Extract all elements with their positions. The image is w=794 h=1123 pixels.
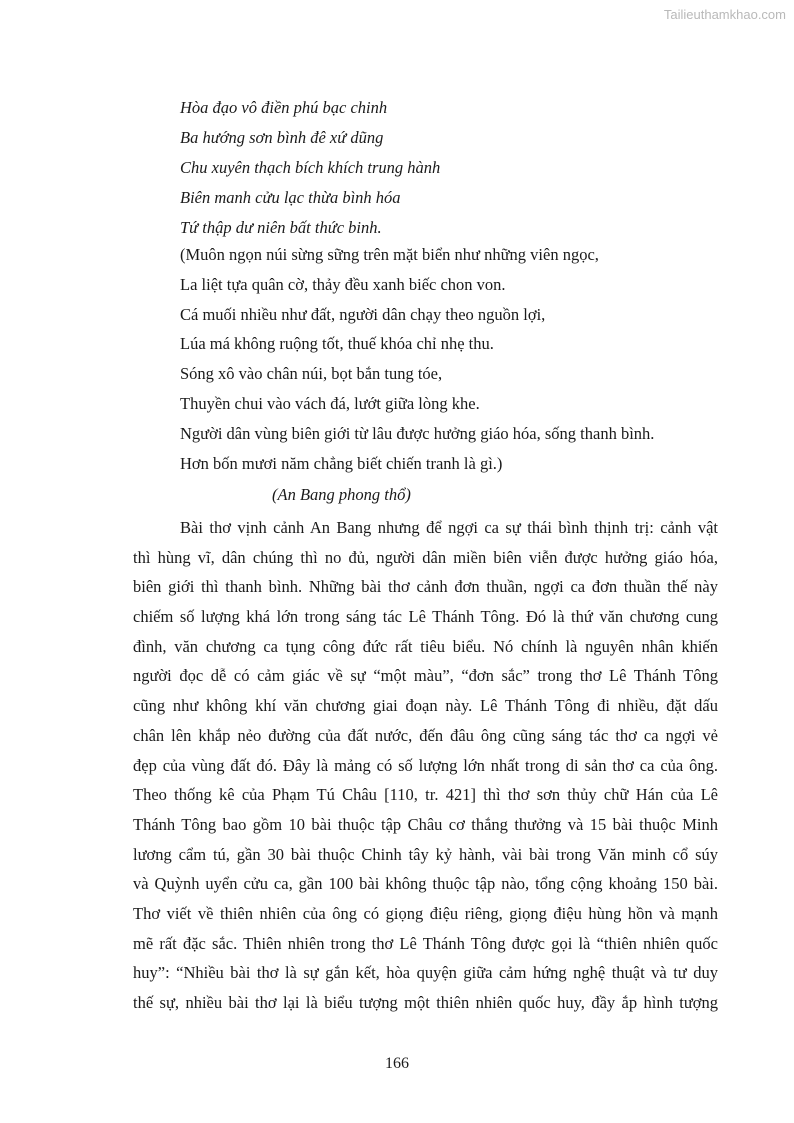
poem-source: (An Bang phong thổ): [272, 485, 411, 504]
translation-line: Hơn bốn mươi năm chẳng biết chiến tranh là gì.): [180, 453, 503, 473]
paragraph-line: biên giới thì thanh bình. Những bài thơ cảnh đơn thuần, ngợi ca đơn thuần thế này: [133, 577, 718, 597]
translation-line: Thuyền chui vào vách đá, lướt giữa lòng khe.: [180, 393, 480, 413]
paragraph-line: đình, văn chương ca tụng công đức rất tiêu biểu. Nó chính là nguyên nhân khiến: [133, 636, 718, 656]
poem-line: Chu xuyên thạch bích khích trung hành: [180, 158, 441, 177]
paragraph-line: thì hùng vĩ, dân chúng thì no đủ, người dân miền biên viễn được hưởng giáo hóa,: [133, 547, 718, 567]
translation-block: [180, 240, 740, 478]
watermark: Tailieuthamkhao.com: [663, 7, 786, 22]
poem-line: Biên manh cửu lạc thừa bình hóa: [180, 188, 401, 207]
poem-line: Tứ thập dư niên bất thức binh.: [180, 218, 382, 237]
page-number: 166: [385, 1055, 409, 1072]
paragraph-line: và Quỳnh uyển cửu ca, gần 100 bài không thuộc tập nào, tổng cộng khoảng 150 bài.: [133, 874, 718, 894]
paragraph-line: Thánh Tông bao gồm 10 bài thuộc tập Châu cơ thắng thưởng và 15 bài thuộc Minh: [133, 814, 718, 834]
translation-line: Người dân vùng biên giới từ lâu được hưởng giáo hóa, sống thanh bình.: [180, 423, 655, 443]
translation-line: Lúa má không ruộng tốt, thuế khóa chỉ nhẹ thu.: [180, 334, 494, 354]
paragraph-line: thế sự, nhiều bài thơ lại là biểu tượng một thiên nhiên quốc huy, đầy ắp hình tượng: [133, 993, 718, 1012]
paragraph-line: Thơ viết về thiên nhiên của ông có giọng điệu riêng, giọng điệu hùng hồn và mạnh: [133, 903, 718, 923]
translation-line: (Muôn ngọn núi sừng sững trên mặt biển như những viên ngọc,: [180, 245, 599, 264]
paragraph-line: huy”: “Nhiều bài thơ là sự gắn kết, hòa quyện giữa cảm hứng nghệ thuật và tư duy: [133, 963, 718, 983]
paragraph-line: Theo thống kê của Phạm Tú Châu [110, tr. 421] thì thơ sơn thủy chữ Hán của Lê: [133, 785, 718, 805]
paragraph-line: đẹp của vùng đất đó. Đây là mảng có số lượng lớn nhất trong di sản thơ ca của ông.: [133, 755, 718, 775]
translation-line: Sóng xô vào chân núi, bọt bắn tung tóe,: [180, 364, 443, 384]
paragraph-line: mẽ rất đặc sắc. Thiên nhiên trong thơ Lê Thánh Tông được gọi là “thiên nhiên quốc: [133, 933, 718, 953]
paragraph-line: Bài thơ vịnh cảnh An Bang nhưng để ngợi ca sự thái bình thịnh trị: cảnh vật: [180, 518, 718, 537]
paragraph-line: cũng như không khí văn chương giai đoạn này. Lê Thánh Tông đi nhiều, đặt dấu: [133, 696, 718, 716]
translation-line: Cá muối nhiều như đất, người dân chạy theo nguồn lợi,: [180, 304, 546, 324]
poem-line: Hòa đạo vô điền phú bạc chinh: [180, 98, 388, 117]
body-paragraph: [133, 513, 718, 1018]
paragraph-line: người đọc dễ có cảm giác về sự “một màu”, “đơn sắc” trong thơ Lê Thánh Tông: [133, 666, 718, 686]
poem-line: Ba hướng sơn bình đê xứ dũng: [180, 128, 384, 147]
paragraph-line: lương cẩm tú, gần 30 bài thuộc Chinh tây kỷ hành, vài bài trong Văn minh cổ súy: [133, 844, 718, 864]
paragraph-line: chiếm số lượng khá lớn trong sáng tác Lê Thánh Tông. Đó là thứ văn chương cung: [133, 607, 718, 627]
poem-block: [180, 93, 740, 243]
translation-line: La liệt tựa quân cờ, thảy đều xanh biếc chon von.: [180, 274, 506, 294]
paragraph-line: chân lên khắp nẻo đường của đất nước, đến đâu ông cũng sáng tác thơ ca ngợi vẻ: [133, 725, 718, 745]
